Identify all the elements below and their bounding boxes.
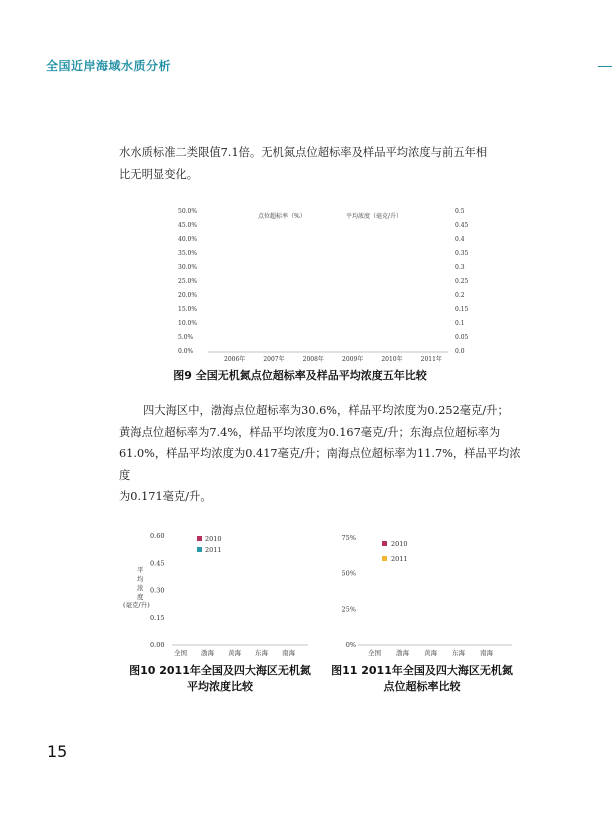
figure9-left-tick-label: 25.0% <box>178 278 198 285</box>
figure11-caption <box>322 663 522 695</box>
figure9-right-tick-label: 0.25 <box>455 278 469 285</box>
figure9-left-tick-label: 20.0% <box>178 292 198 299</box>
figure9-right-tick-label: 0.45 <box>455 222 469 229</box>
paragraph-1-line-2: 比无明显变化。 <box>119 167 199 181</box>
figure9-right-tick-label: 0.3 <box>455 264 465 271</box>
figure11-x-tick-label: 全国 <box>368 649 381 657</box>
figure11-y-tick-label: 75% <box>341 534 356 542</box>
figure11-y-tick-label: 50% <box>341 569 356 578</box>
figure10-x-tick-label: 黄海 <box>228 649 241 657</box>
figure9-left-tick-label: 10.0% <box>178 320 198 327</box>
figure9-x-tick-label: 2009年 <box>342 356 364 363</box>
paragraph-2-line-2: 黄海点位超标率为7.4%，样品平均浓度为0.167毫克/升；东海点位超标率为 <box>119 425 501 439</box>
figure11-y-tick-label: 25% <box>341 605 356 614</box>
figure9-left-tick-label: 15.0% <box>178 306 198 313</box>
paragraph-1 <box>119 142 529 185</box>
figure11-caption-line-1: 图11 2011年全国及四大海区无机氮 <box>331 664 513 677</box>
figure10-caption-line-2: 平均浓度比较 <box>187 680 253 693</box>
figure10-y-tick-label: 0.60 <box>150 532 165 540</box>
paragraph-2-line-3: 61.0%，样品平均浓度为0.417毫克/升；南海点位超标率为11.7%，样品平均浓度 <box>119 447 521 482</box>
figure10-y-label-char: 浓 <box>137 584 144 592</box>
figure9-left-tick-label: 45.0% <box>178 222 198 229</box>
figure10-x-tick-label: 东海 <box>255 649 268 657</box>
figure9-left-tick-label: 5.0% <box>178 334 194 341</box>
figure9-caption: 图9 全国无机氮点位超标率及样品平均浓度五年比较 <box>173 369 427 382</box>
figure10-y-label-char: 均 <box>137 575 144 583</box>
figure11-y-tick-label: 0% <box>345 641 356 649</box>
figure9-legend-rate: 点位超标率（%） <box>258 213 306 220</box>
figure9-left-tick-label: 30.0% <box>178 264 198 271</box>
figure9-left-tick-label: 35.0% <box>178 250 198 257</box>
header-rule <box>598 66 612 67</box>
figure9-x-tick-label: 2011年 <box>420 356 442 363</box>
figure9-right-tick-label: 0.35 <box>455 250 469 257</box>
figure10-y-tick-label: 0.45 <box>150 559 165 568</box>
figure11-legend-swatch <box>382 556 387 561</box>
figure9-left-tick-label: 40.0% <box>178 236 198 243</box>
figure11-chart <box>322 530 522 660</box>
figure10-y-label-char: 度 <box>137 593 144 601</box>
figure9-legend-concentration: 平均浓度（毫克/升） <box>346 213 403 220</box>
figure10-y-label-unit: (毫克/升) <box>123 601 150 609</box>
paragraph-2-line-1: 四大海区中，渤海点位超标率为30.6%，样品平均浓度为0.252毫克/升； <box>143 404 509 417</box>
figure10-legend-swatch <box>197 547 202 552</box>
figure11-legend-swatch <box>382 541 387 546</box>
figure10-legend-swatch <box>197 536 202 541</box>
figure10-legend-label: 2011 <box>205 546 222 554</box>
figure9-right-tick-label: 0.15 <box>455 306 469 313</box>
figure10-legend-label: 2010 <box>205 535 222 543</box>
figure9-x-tick-label: 2010年 <box>381 356 403 363</box>
figure11-legend-label: 2011 <box>391 555 408 563</box>
figure10-y-tick-label: 0.30 <box>150 586 165 595</box>
figure10-chart <box>118 530 318 660</box>
figure9-x-tick-label: 2008年 <box>302 356 324 363</box>
figure9-right-tick-label: 0.5 <box>455 208 465 215</box>
figure10-x-tick-label: 南海 <box>282 649 295 657</box>
paragraph-1-line-1: 水水质标准二类限值7.1倍。无机氮点位超标率及样品平均浓度与前五年相 <box>119 146 488 159</box>
figure9-chart <box>0 200 612 370</box>
figure10-y-label-char: 平 <box>137 566 144 574</box>
figure11-legend-label: 2010 <box>391 540 408 548</box>
figure11-caption-line-2: 点位超标率比较 <box>383 680 461 693</box>
figure9-left-tick-label: 0.0% <box>178 348 194 355</box>
figure11-x-tick-label: 南海 <box>480 649 493 657</box>
figure10-caption-line-1: 图10 2011年全国及四大海区无机氮 <box>129 664 311 677</box>
figure9-right-tick-label: 0.0 <box>455 348 465 355</box>
figure11-x-tick-label: 渤海 <box>396 649 409 657</box>
figure9-right-tick-label: 0.4 <box>455 236 465 243</box>
figure9-right-tick-label: 0.1 <box>455 320 465 327</box>
figure11-x-tick-label: 黄海 <box>424 649 437 657</box>
paragraph-2-line-4: 为0.171毫克/升。 <box>119 490 212 503</box>
figure9-right-tick-label: 0.2 <box>455 292 465 299</box>
figure9-left-tick-label: 50.0% <box>178 208 198 215</box>
figure10-y-tick-label: 0.15 <box>150 613 165 622</box>
running-header-title: 全国近岸海域水质分析 <box>46 59 172 73</box>
page-number: 15 <box>47 742 68 761</box>
figure10-y-tick-label: 0.00 <box>150 641 165 649</box>
figure9-right-tick-label: 0.05 <box>455 334 469 341</box>
figure10-x-tick-label: 渤海 <box>201 649 214 657</box>
figure9-x-tick-label: 2007年 <box>263 356 285 363</box>
figure11-x-tick-label: 东海 <box>452 649 465 657</box>
figure10-x-tick-label: 全国 <box>174 649 187 657</box>
figure10-caption <box>120 663 320 695</box>
figure9-x-tick-label: 2006年 <box>224 356 246 363</box>
paragraph-2 <box>119 400 529 508</box>
